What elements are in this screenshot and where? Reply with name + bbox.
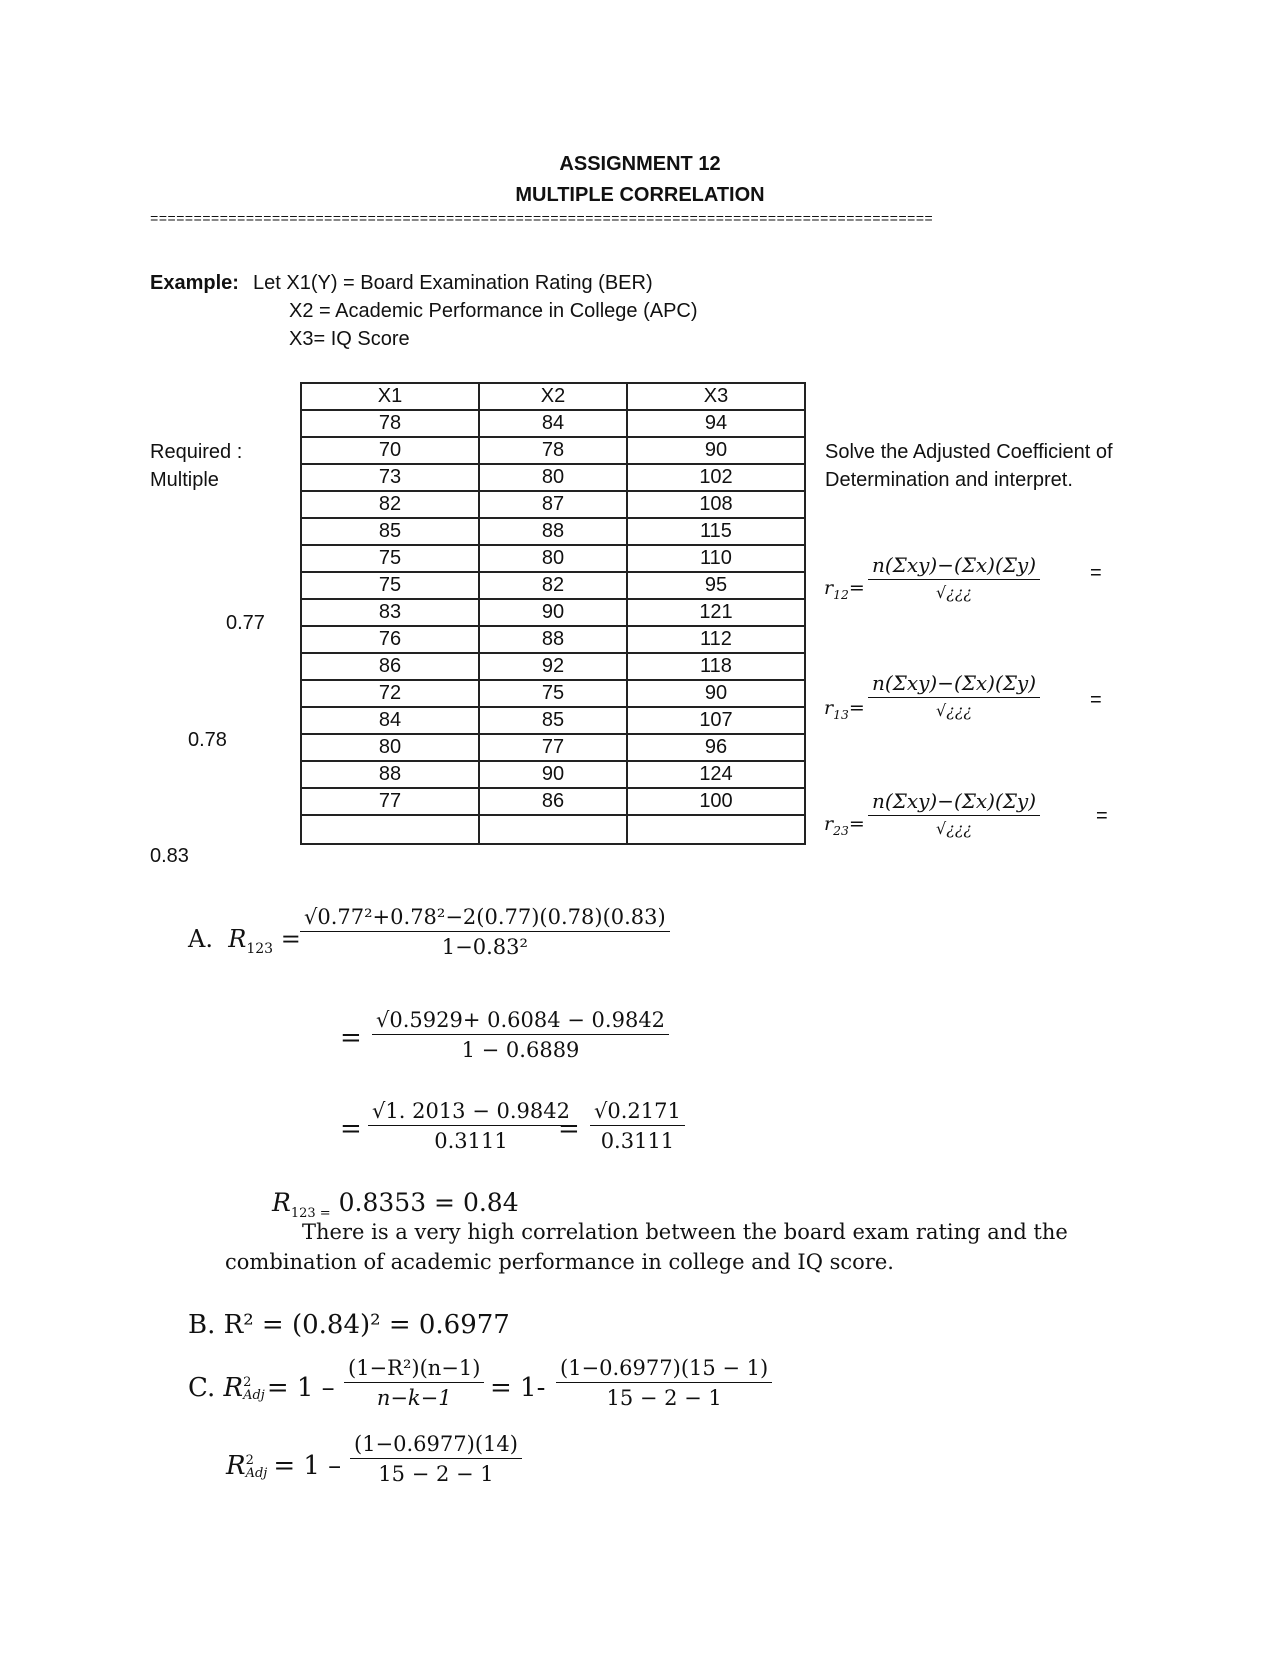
r13-trailing-equals: =: [1090, 689, 1102, 711]
table-cell: 75: [301, 545, 479, 572]
part-c-f2-denominator: 15 − 2 − 1: [606, 1386, 722, 1410]
table-cell: 86: [479, 788, 627, 815]
assignment-title: ASSIGNMENT 12: [559, 153, 721, 175]
part-a-equals: =: [280, 925, 301, 953]
table-header-row: [301, 383, 805, 410]
table-cell: 108: [627, 491, 805, 518]
part-c-line2-lhs: [226, 1451, 341, 1481]
part-a-step2-denominator: 1 − 0.6889: [461, 1038, 580, 1062]
table-cell: 118: [627, 653, 805, 680]
interpretation-line-2: combination of academic performance in college and IQ score.: [225, 1250, 894, 1274]
table-cell: 82: [301, 491, 479, 518]
table-row: [301, 761, 805, 788]
assignment-subtitle: MULTIPLE CORRELATION: [515, 184, 765, 206]
table-cell: 76: [301, 626, 479, 653]
table-row: [301, 680, 805, 707]
part-a-sub: 123: [246, 940, 274, 957]
table-cell: [479, 815, 627, 844]
table-cell: 72: [301, 680, 479, 707]
instructions-line-1: Solve the Adjusted Coefficient of: [825, 441, 1113, 463]
table-cell: 88: [479, 518, 627, 545]
table-header-cell: X3: [627, 383, 805, 410]
table-row: [301, 626, 805, 653]
table-cell: 75: [479, 680, 627, 707]
table-cell: 92: [479, 653, 627, 680]
table-cell: 82: [479, 572, 627, 599]
r12-numerator: n(Σxy)−(Σx)(Σy): [868, 553, 1040, 580]
r23-symbol: r: [824, 813, 834, 835]
part-c-lhs: [188, 1373, 335, 1403]
part-c-var: R: [223, 1373, 244, 1403]
table-cell: 95: [627, 572, 805, 599]
r23-equals: =: [848, 813, 865, 835]
part-b-expression: R² = (0.84)² = 0.6977: [223, 1310, 510, 1340]
table-cell: 110: [627, 545, 805, 572]
r23-trailing-equals: =: [1096, 805, 1108, 827]
table-cell: 90: [627, 680, 805, 707]
part-c-f2-numerator: (1−0.6977)(15 − 1): [556, 1356, 772, 1383]
table-row: [301, 491, 805, 518]
part-a-result-value: 0.8353 = 0.84: [338, 1188, 519, 1217]
table-row: [301, 518, 805, 545]
r23-value: 0.83: [150, 845, 189, 867]
table-cell: 78: [479, 437, 627, 464]
table-cell: 80: [479, 464, 627, 491]
example-line-1: Let X1(Y) = Board Examination Rating (BER): [253, 272, 653, 294]
table-cell: 115: [627, 518, 805, 545]
part-c-f3-denominator: 15 − 2 − 1: [378, 1462, 494, 1486]
r23-numerator: n(Σxy)−(Σx)(Σy): [868, 789, 1040, 816]
table-cell: 70: [301, 437, 479, 464]
part-b: [188, 1310, 510, 1340]
part-c-f1-numerator: (1−R²)(n−1): [344, 1356, 484, 1383]
r13-equals: =: [848, 697, 865, 719]
part-a-result: [272, 1188, 519, 1221]
part-a-step3b-numerator: √0.2171: [590, 1099, 685, 1126]
part-c-sup: 2: [243, 1375, 252, 1390]
example-line-3: X3= IQ Score: [289, 328, 410, 350]
table-row: [301, 410, 805, 437]
table-cell: 85: [479, 707, 627, 734]
part-a-step2-numerator: √0.5929+ 0.6084 − 0.9842: [372, 1008, 669, 1035]
table-cell: 88: [479, 626, 627, 653]
table-cell: 86: [301, 653, 479, 680]
table-cell: 80: [479, 545, 627, 572]
table-row: [301, 734, 805, 761]
r12-value: 0.77: [226, 612, 265, 634]
table-cell: 94: [627, 410, 805, 437]
part-a-step3-numerator: √1. 2013 − 0.9842: [368, 1099, 574, 1126]
part-a-lhs: [188, 925, 301, 957]
table-row: [301, 599, 805, 626]
part-a-step3b-denominator: 0.3111: [600, 1129, 675, 1153]
table-cell: 85: [301, 518, 479, 545]
r23-subscript: 23: [833, 823, 849, 838]
r13-subscript: 13: [833, 707, 849, 722]
part-c-f3-numerator: (1−0.6977)(14): [350, 1432, 522, 1459]
table-cell: 124: [627, 761, 805, 788]
part-c-f1-denominator: n−k−1: [376, 1386, 452, 1410]
table-row: [301, 707, 805, 734]
r12-subscript: 12: [833, 587, 849, 602]
part-a-step3b-equals: =: [558, 1114, 580, 1144]
part-b-label: B.: [188, 1310, 216, 1340]
table-header-cell: X2: [479, 383, 627, 410]
table-row: [301, 815, 805, 844]
instructions-line-2: Determination and interpret.: [825, 469, 1073, 491]
table-cell: 77: [479, 734, 627, 761]
table-cell: 121: [627, 599, 805, 626]
required-label: Required :: [150, 441, 243, 463]
r13-numerator: n(Σxy)−(Σx)(Σy): [868, 671, 1040, 698]
table-row: [301, 653, 805, 680]
table-cell: 90: [627, 437, 805, 464]
part-a-var: R: [228, 925, 247, 953]
table-header-cell: X1: [301, 383, 479, 410]
table-cell: 102: [627, 464, 805, 491]
table-cell: 73: [301, 464, 479, 491]
part-a-step1-numerator: √0.77²+0.78²−2(0.77)(0.78)(0.83): [300, 905, 670, 932]
table-cell: 100: [627, 788, 805, 815]
table-cell: 78: [301, 410, 479, 437]
part-a-step2-equals: =: [340, 1023, 362, 1053]
r23-denominator: √¿¿¿: [936, 819, 972, 838]
table-cell: 84: [479, 410, 627, 437]
example-label: Example:: [150, 272, 239, 294]
part-c-line2-tail: = 1 –: [273, 1451, 342, 1481]
part-c-label: C.: [188, 1373, 216, 1403]
r13-value: 0.78: [188, 729, 227, 751]
interpretation-line-1: There is a very high correlation between the board exam rating and the: [302, 1220, 1068, 1244]
r12-symbol: r: [824, 577, 834, 599]
part-a-step3-denominator: 0.3111: [434, 1129, 508, 1153]
table-row: [301, 788, 805, 815]
table-cell: [301, 815, 479, 844]
table-cell: 77: [301, 788, 479, 815]
part-c-line2-var: R: [226, 1451, 246, 1481]
table-cell: 83: [301, 599, 479, 626]
table-row: [301, 437, 805, 464]
r12-trailing-equals: =: [1090, 562, 1102, 584]
table-row: [301, 464, 805, 491]
part-c-mid: = 1-: [490, 1373, 546, 1403]
table-cell: 90: [479, 599, 627, 626]
r12-equals: =: [848, 577, 865, 599]
part-c-sub: Adj: [243, 1388, 265, 1403]
part-c-line2-sup: 2: [245, 1453, 254, 1468]
table-cell: 107: [627, 707, 805, 734]
table-row: [301, 572, 805, 599]
table-cell: 75: [301, 572, 479, 599]
part-a-step1-denominator: 1−0.83²: [441, 935, 528, 959]
data-table: [300, 382, 806, 845]
table-cell: 112: [627, 626, 805, 653]
example-line-2: X2 = Academic Performance in College (APC): [289, 300, 698, 322]
table-cell: 87: [479, 491, 627, 518]
table-row: [301, 545, 805, 572]
table-cell: 80: [301, 734, 479, 761]
part-a-step3-equals: =: [340, 1114, 362, 1144]
part-a-result-var: R: [272, 1188, 291, 1217]
table-cell: 84: [301, 707, 479, 734]
r13-symbol: r: [824, 697, 834, 719]
table-cell: [627, 815, 805, 844]
divider-rule: ==========================================================================================: [150, 212, 934, 228]
part-a-result-sub: 123 =: [290, 1206, 331, 1221]
r13-denominator: √¿¿¿: [936, 701, 972, 720]
part-c-line2-sub: Adj: [245, 1466, 268, 1481]
r12-denominator: √¿¿¿: [936, 583, 972, 602]
table-cell: 88: [301, 761, 479, 788]
part-c-lhs-tail: = 1 –: [266, 1373, 335, 1403]
part-a-label: A.: [188, 925, 213, 953]
table-cell: 96: [627, 734, 805, 761]
required-sub: Multiple: [150, 469, 219, 491]
table-cell: 90: [479, 761, 627, 788]
